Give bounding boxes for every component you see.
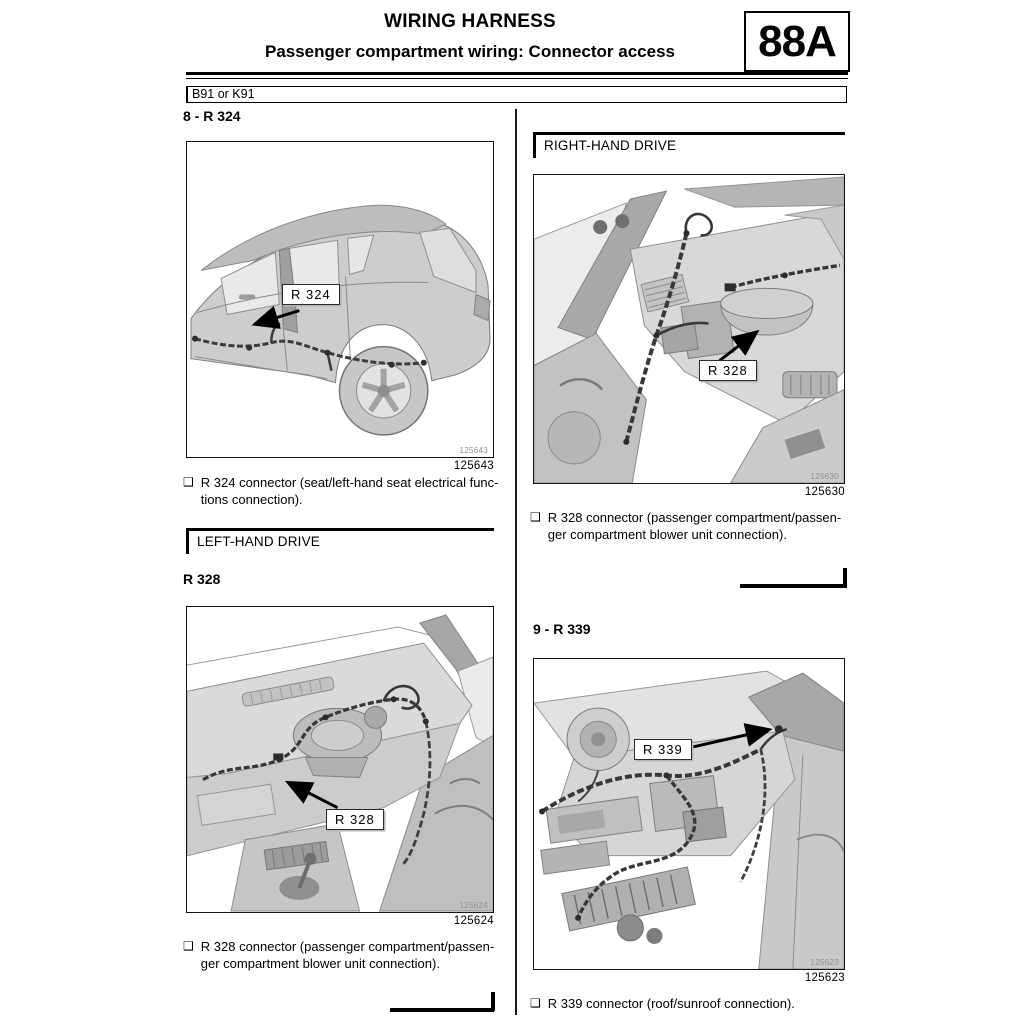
figure-watermark: 125623 xyxy=(810,958,839,967)
note-text: R 339 connector (roof/sunroof connection). xyxy=(547,996,795,1011)
page-title: WIRING HARNESS xyxy=(384,11,556,32)
section-code-box: 88A xyxy=(744,11,850,72)
figure-number-125630: 125630 xyxy=(804,486,845,498)
dashboard-lhd-illustration xyxy=(187,607,493,912)
page-subtitle: Passenger compartment wiring: Connector access xyxy=(264,42,676,61)
bullet-r328-lhd xyxy=(183,938,494,972)
note-text: R 328 connector (passenger compartment/passen- ger compartment blower unit connection). xyxy=(200,939,495,971)
figure-watermark: 125630 xyxy=(810,472,839,481)
figure-number-125623: 125623 xyxy=(804,972,845,984)
figure-r339 xyxy=(533,658,845,970)
checkbox-glyph: ❑ xyxy=(530,996,541,1010)
figure-number-125643: 125643 xyxy=(453,460,494,472)
column-end-mark-left-v xyxy=(491,992,495,1011)
column-divider xyxy=(515,109,517,1015)
bullet-r339 xyxy=(530,995,795,1012)
section-heading-r324: 8 - R 324 xyxy=(183,108,241,124)
callout-r328-lhd: R 328 xyxy=(326,809,384,830)
heading-r328: R 328 xyxy=(183,571,221,587)
column-end-mark-right-h xyxy=(740,584,847,588)
header-rule-thick xyxy=(186,72,848,75)
column-end-mark-right-v xyxy=(843,568,847,587)
bullet-r328-rhd xyxy=(530,509,841,543)
figure-number-125624: 125624 xyxy=(453,915,494,927)
column-end-mark-left-h xyxy=(390,1008,494,1012)
checkbox-glyph: ❑ xyxy=(183,475,194,489)
figure-r324 xyxy=(186,141,494,458)
model-variant-box: B91 or K91 xyxy=(186,86,847,103)
callout-r324: R 324 xyxy=(282,284,340,305)
checkbox-glyph: ❑ xyxy=(183,939,194,953)
note-text: R 328 connector (passenger compartment/passen- ger compartment blower unit connection). xyxy=(547,510,842,542)
figure-watermark: 125624 xyxy=(459,901,488,910)
dashboard-stripped-illustration xyxy=(534,659,844,969)
section-heading-r339: 9 - R 339 xyxy=(533,621,591,637)
dashboard-rhd-illustration xyxy=(534,175,844,483)
figure-r328-rhd xyxy=(533,174,845,484)
callout-r339: R 339 xyxy=(634,739,692,760)
rhd-banner xyxy=(533,132,845,158)
figure-watermark: 125643 xyxy=(459,446,488,455)
header-rule-thin xyxy=(186,78,848,79)
rhd-banner-label: RIGHT-HAND DRIVE xyxy=(533,135,845,158)
checkbox-glyph: ❑ xyxy=(530,510,541,524)
note-text: R 324 connector (seat/left-hand seat electrical func- tions connection). xyxy=(200,475,499,507)
callout-r328-rhd: R 328 xyxy=(699,360,757,381)
lhd-banner-label: LEFT-HAND DRIVE xyxy=(186,531,494,554)
bullet-r324 xyxy=(183,474,498,508)
car-rear-quarter-illustration xyxy=(187,142,493,457)
figure-r328-lhd xyxy=(186,606,494,913)
lhd-banner xyxy=(186,528,494,554)
